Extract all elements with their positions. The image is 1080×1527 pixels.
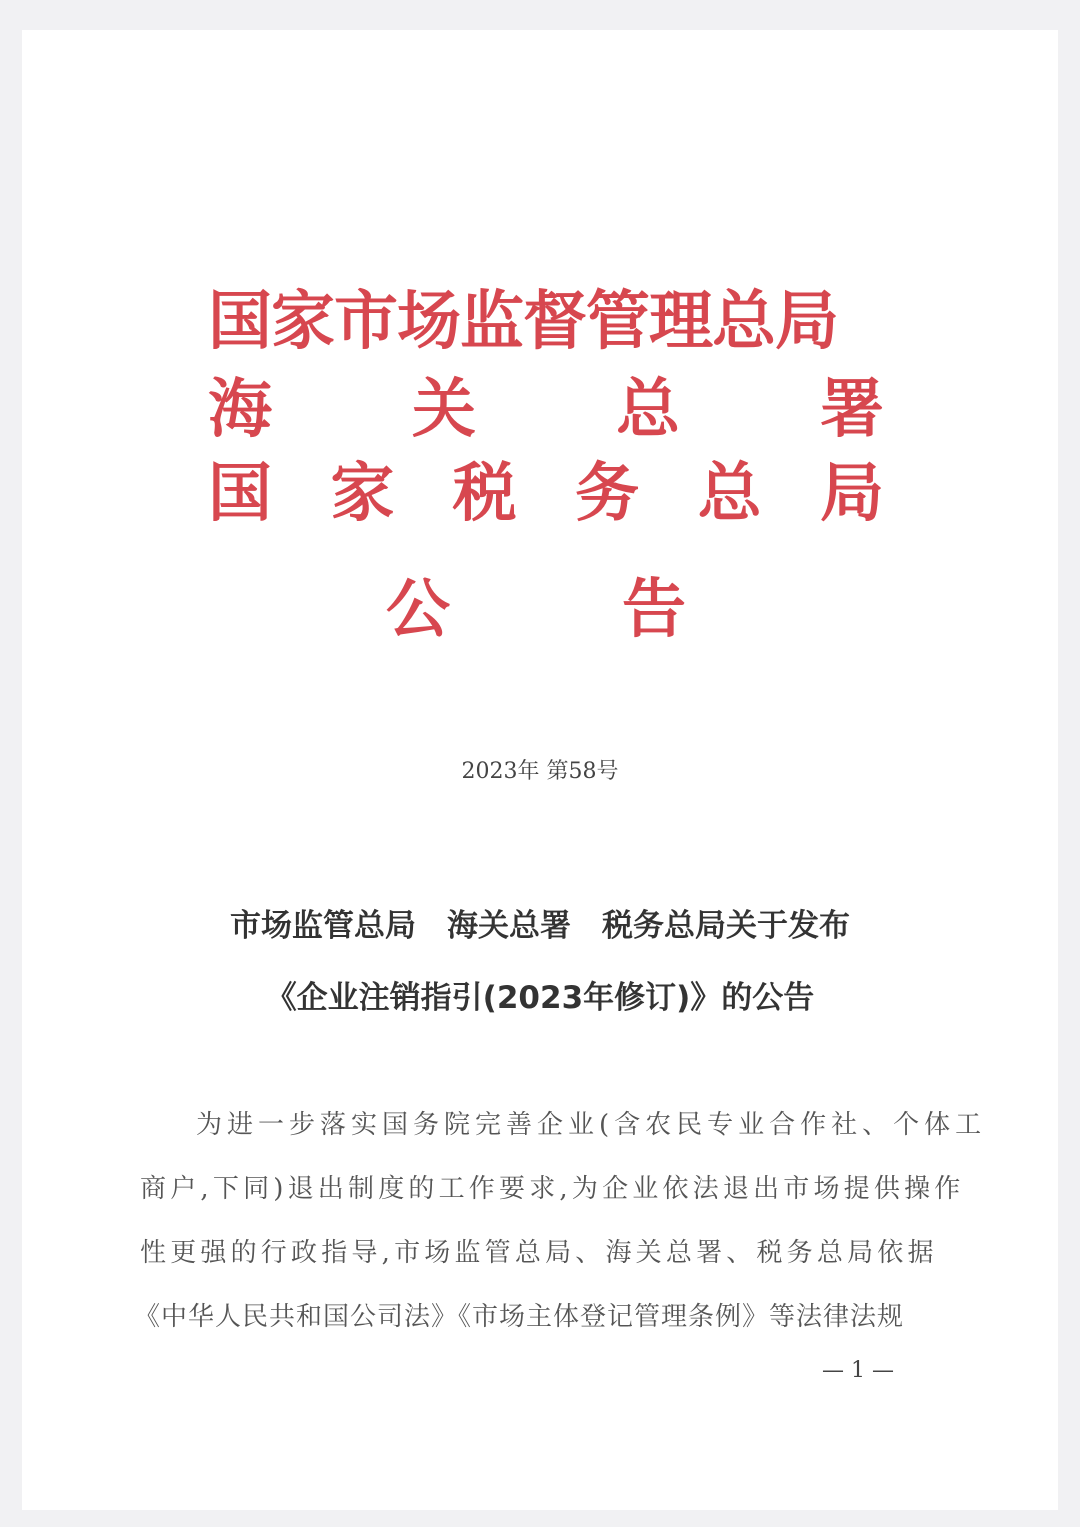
issuer-tax-char: 务 — [575, 456, 640, 531]
issuer-tax-char: 税 — [452, 456, 517, 531]
body-text-line: 性更强的行政指导,市场监管总局、海关总署、税务总局依据 — [140, 1238, 938, 1268]
issuer-tax-char: 国 — [208, 456, 272, 531]
issuer-tax-char: 家 — [330, 456, 395, 531]
issuer-customs-char: 总 — [616, 372, 680, 447]
document-title-line-2: 《企业注销指引(2023年修订)》的公告 — [265, 980, 815, 1016]
issuer-customs-char: 关 — [412, 372, 476, 447]
announcement-char: 告 — [622, 572, 686, 647]
issuer-line-3 — [208, 454, 884, 534]
page-number: — 1 — — [822, 1358, 894, 1383]
document-page — [22, 30, 1058, 1510]
issuer-line-1 — [208, 282, 884, 362]
issuer-line-2 — [208, 370, 884, 450]
issuer-samr: 国家市场监督管理总局 — [208, 284, 838, 359]
body-text-line: 《中华人民共和国公司法》《市场主体登记管理条例》等法律法规 — [134, 1302, 905, 1332]
issuer-tax-char: 局 — [819, 456, 884, 531]
issuer-customs-char: 海 — [208, 372, 272, 447]
issuer-tax-char: 总 — [697, 456, 762, 531]
announcement-heading — [386, 570, 686, 650]
document-number: 2023年 第58号 — [461, 759, 619, 784]
issuer-customs-char: 署 — [820, 372, 884, 447]
document-title-line-1: 市场监管总局 海关总署 税务总局关于发布 — [230, 908, 850, 944]
body-text-line: 商户,下同)退出制度的工作要求,为企业依法退出市场提供操作 — [140, 1174, 965, 1204]
announcement-char: 公 — [386, 572, 450, 647]
body-text-line: 为进一步落实国务院完善企业(含农民专业合作社、个体工 — [196, 1110, 987, 1140]
